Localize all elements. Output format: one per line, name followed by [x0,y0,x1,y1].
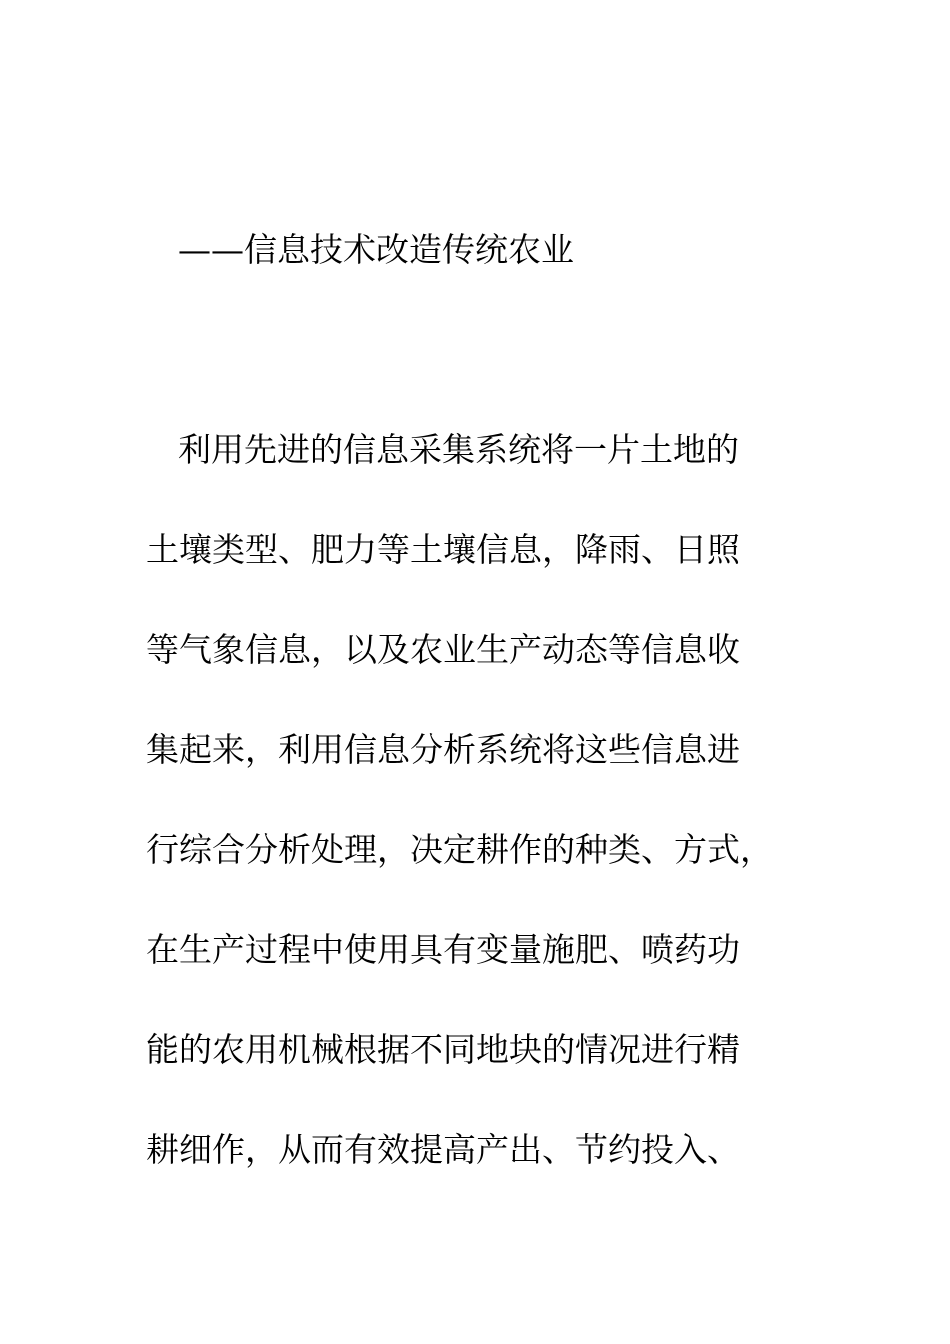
paragraph-line: 在生产过程中使用具有变量施肥、喷药功 [146,930,740,969]
paragraph-line: 土壤类型、肥力等土壤信息，降雨、日照 [146,530,740,569]
section-subtitle: ——信息技术改造传统农业 [178,230,574,269]
paragraph-line: 能的农用机械根据不同地块的情况进行精 [146,1030,740,1069]
paragraph-line: 集起来，利用信息分析系统将这些信息进 [146,730,740,769]
paragraph-line: 耕细作，从而有效提高产出、节约投入、 [146,1130,740,1169]
paragraph-line: 行综合分析处理，决定耕作的种类、方式， [146,830,773,869]
paragraph-line: 等气象信息，以及农业生产动态等信息收 [146,630,740,669]
paragraph-line: 利用先进的信息采集系统将一片土地的 [178,430,739,469]
